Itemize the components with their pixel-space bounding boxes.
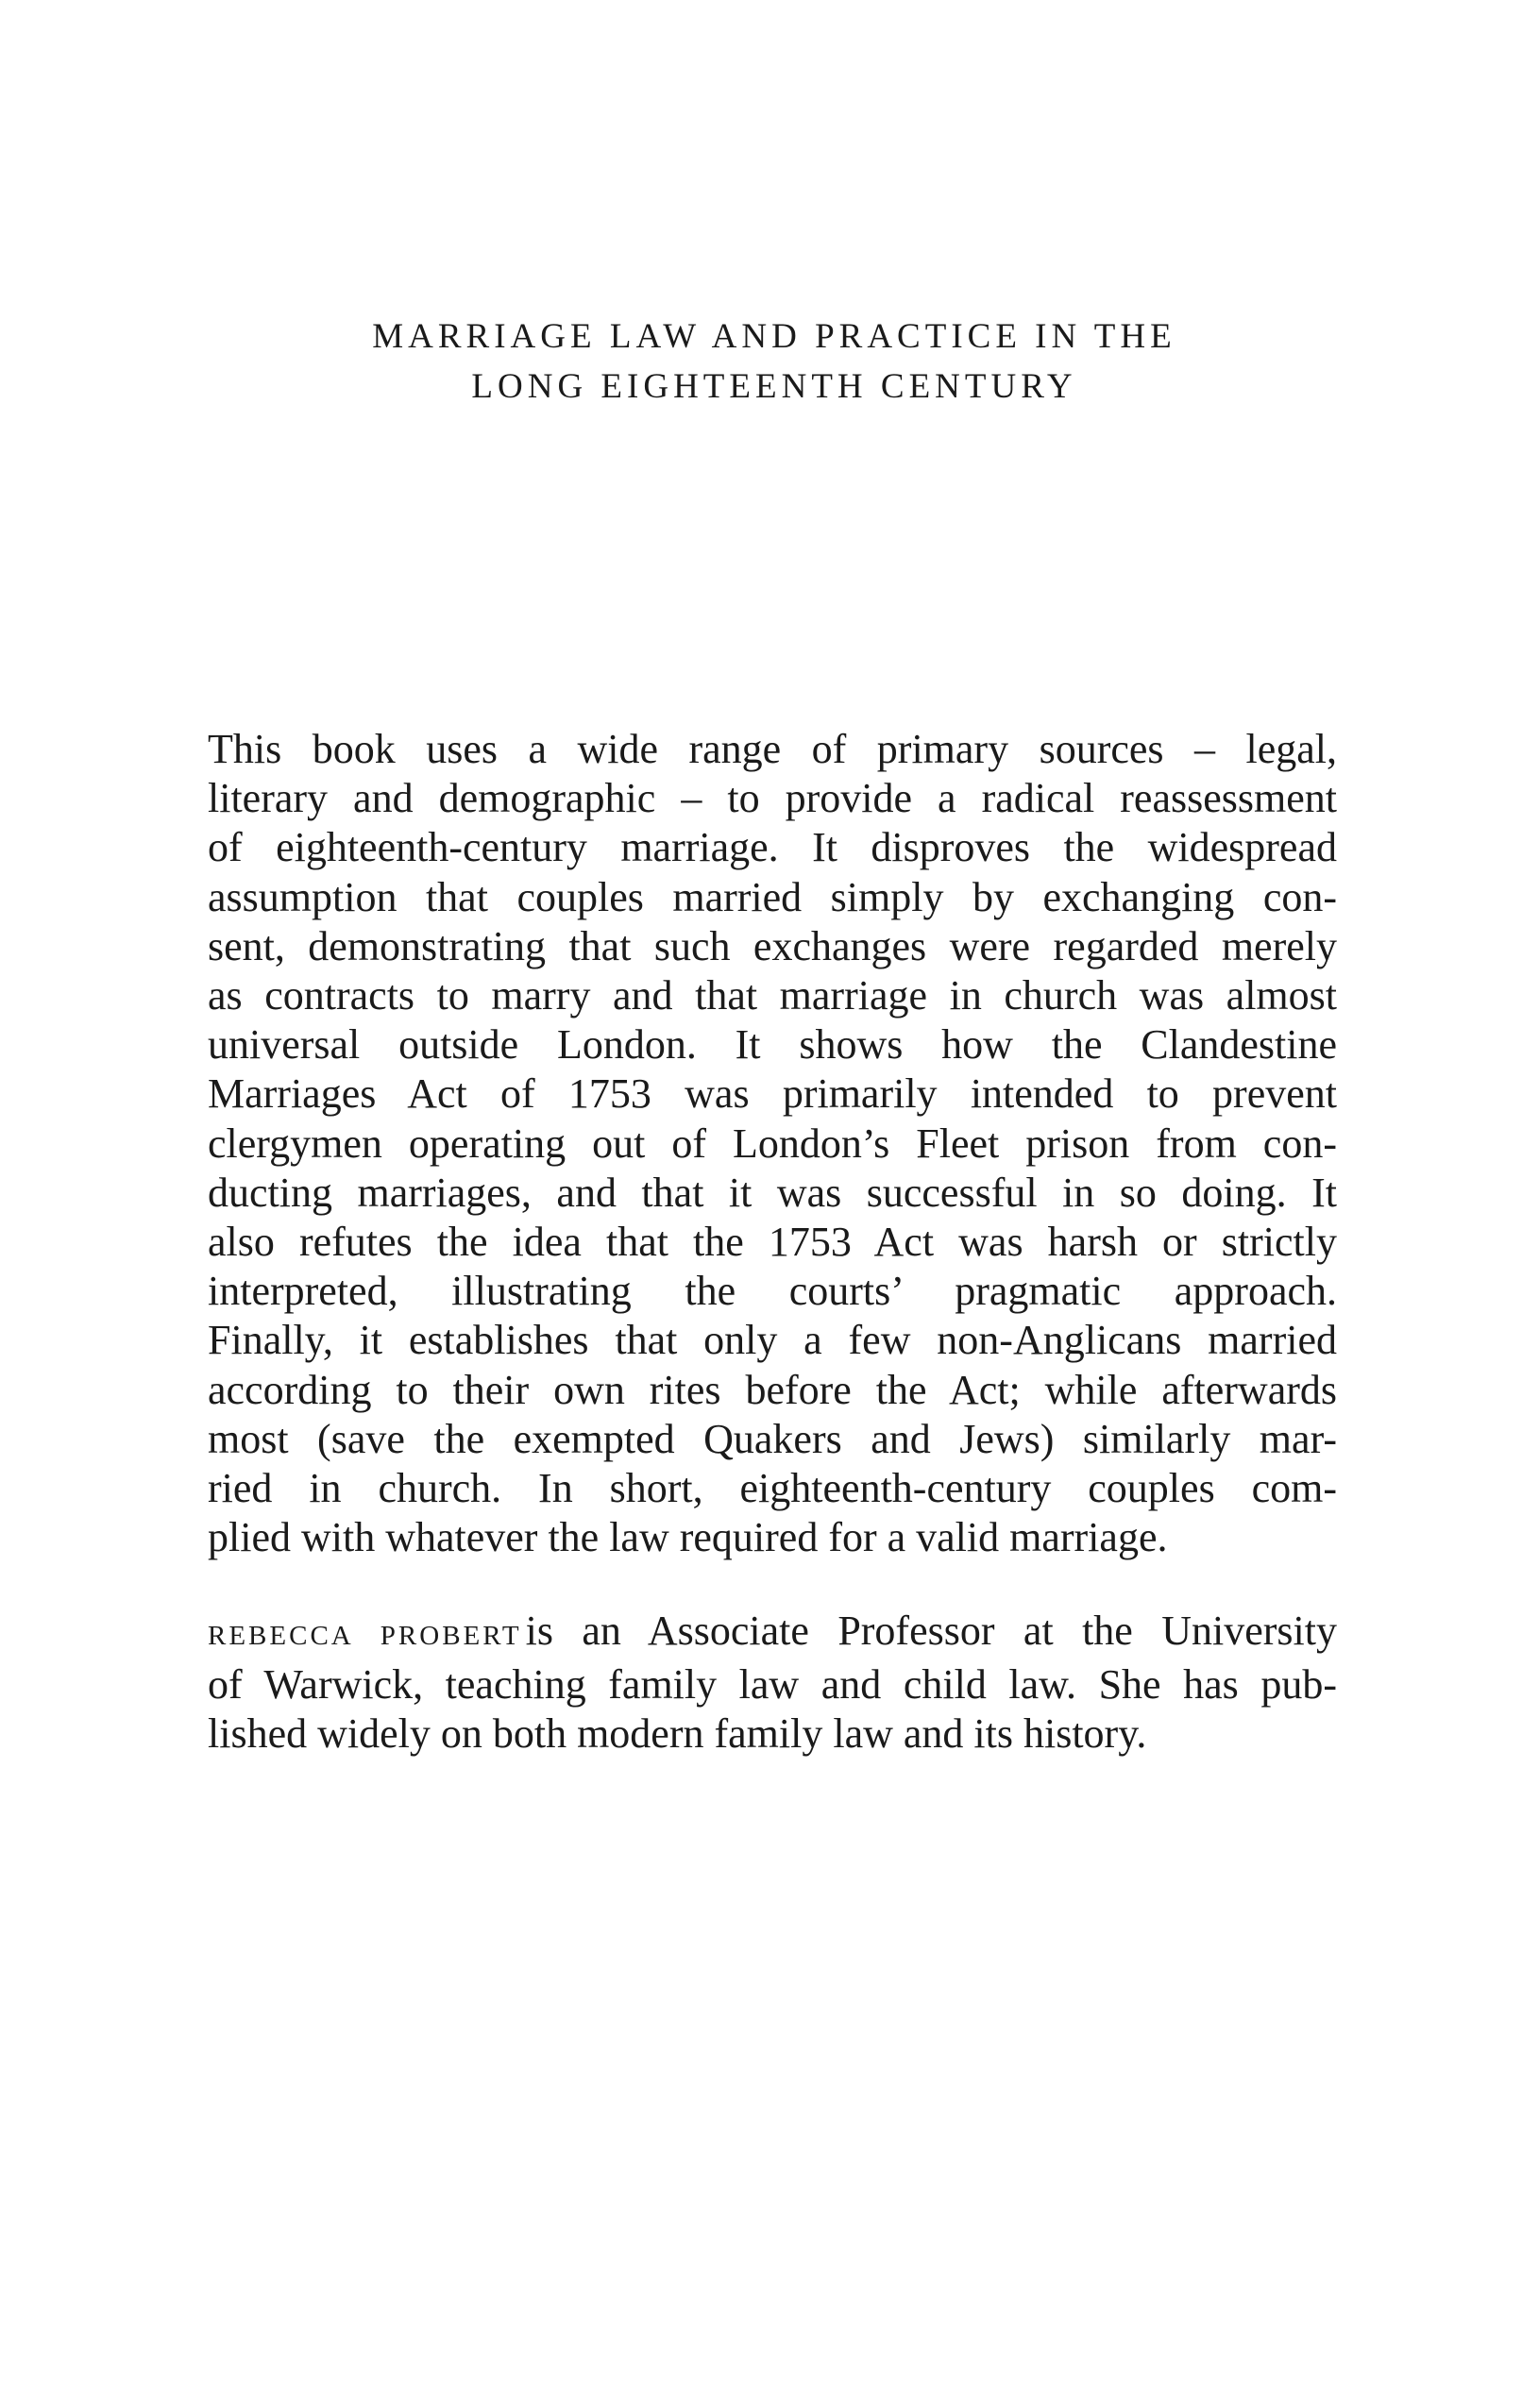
description-line: sent, demonstrating that such exchanges were regarded merely xyxy=(208,922,1337,969)
description-line: clergymen operating out of London’s Fleet prison from con- xyxy=(208,1120,1337,1167)
description-line: Finally, it establishes that only a few non-Anglicans married xyxy=(208,1317,1337,1364)
description-line: interpreted, illustrating the courts’ pragmatic approach. xyxy=(208,1268,1337,1315)
author-bio xyxy=(208,1607,1337,1760)
description-line: as contracts to marry and that marriage in church was almost xyxy=(208,972,1337,1019)
description-line: also refutes the idea that the 1753 Act was harsh or strictly xyxy=(208,1219,1337,1266)
description-line: ried in church. In short, eighteenth-century couples com- xyxy=(208,1465,1337,1512)
description-line: according to their own rites before the Act; while afterwards xyxy=(208,1366,1337,1413)
author-bio-line: lished widely on both modern family law and its history. xyxy=(208,1710,1147,1758)
author-bio-first-line: is an Associate Professor at the University xyxy=(525,1608,1337,1654)
description-line: of eighteenth-century marriage. It disproves the widespread xyxy=(208,824,1337,871)
description-line: ducting marriages, and that it was successful in so doing. It xyxy=(208,1169,1337,1216)
book-title xyxy=(0,312,1539,412)
description-line: This book uses a wide range of primary sources – legal, xyxy=(208,726,1337,772)
description-line: literary and demographic – to provide a radical reassessment xyxy=(208,775,1337,822)
description-line: most (save the exempted Quakers and Jews) similarly mar- xyxy=(208,1415,1337,1462)
author-name: REBECCA PROBERT xyxy=(208,1621,522,1651)
book-description xyxy=(208,725,1337,1562)
description-line: Marriages Act of 1753 was primarily intended to prevent xyxy=(208,1070,1337,1118)
title-line-1: MARRIAGE LAW AND PRACTICE IN THE xyxy=(372,317,1176,356)
author-bio-line xyxy=(208,1607,1337,1660)
author-bio-line: of Warwick, teaching family law and child law. She has pub- xyxy=(208,1661,1337,1709)
description-line: universal outside London. It shows how the Clandestine xyxy=(208,1021,1337,1069)
description-line: plied with whatever the law required for a valid marriage. xyxy=(208,1514,1168,1561)
title-line-2: LONG EIGHTEENTH CENTURY xyxy=(471,367,1077,406)
description-line: assumption that couples married simply by exchanging con- xyxy=(208,873,1337,920)
